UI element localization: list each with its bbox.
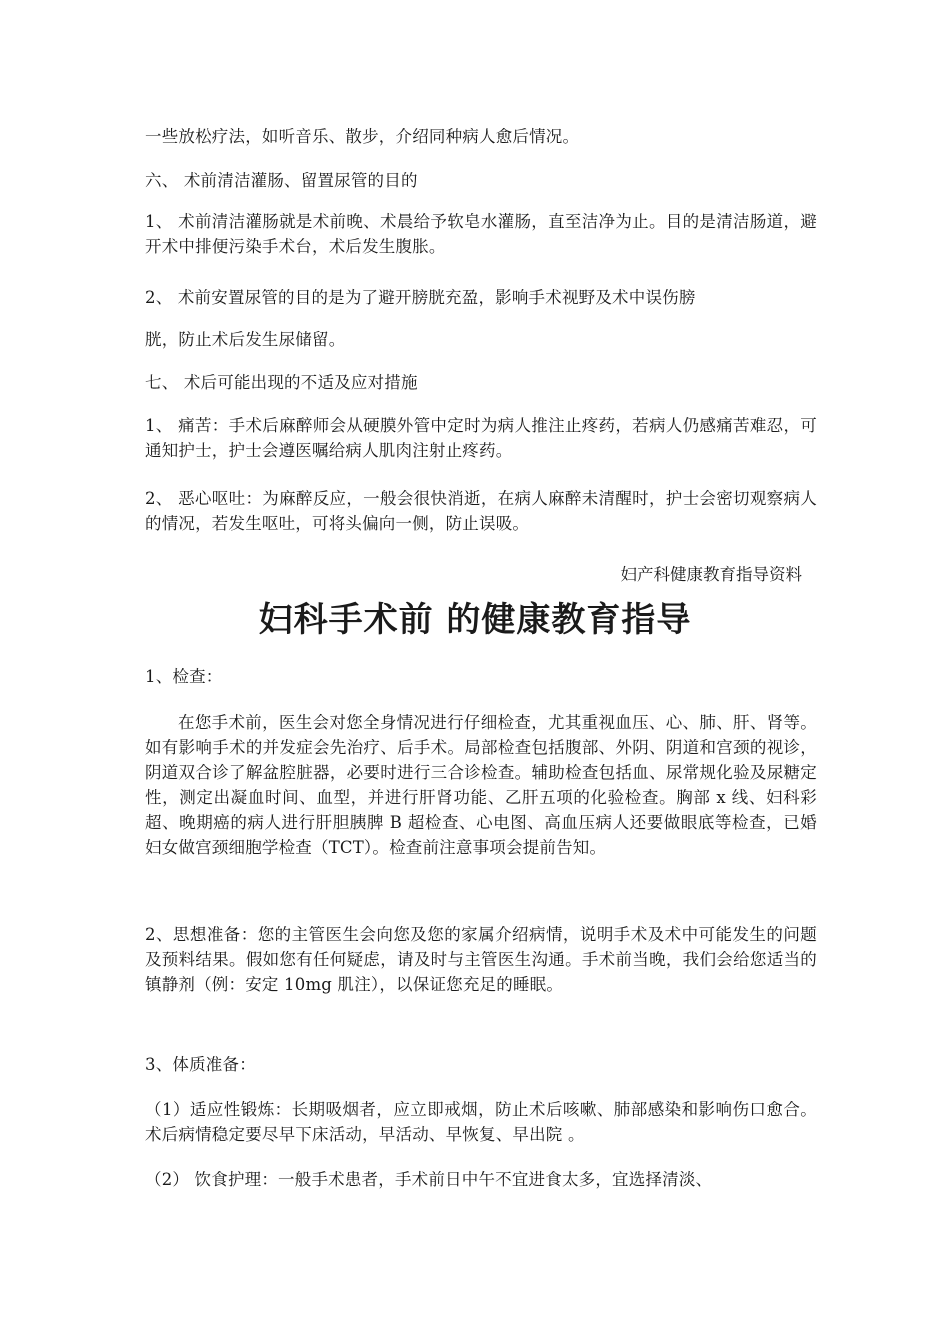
section-heading-7: 七、 术后可能出现的不适及应对措施 xyxy=(145,373,418,392)
department-note: 妇产科健康教育指导资料 xyxy=(620,565,802,584)
section6-item-2-line2: 胱，防止术后发生尿储留。 xyxy=(145,330,346,349)
part1-body: 在您手术前，医生会对您全身情况进行仔细检查，尤其重视血压、心、肺、肝、肾等。如有影响手术的并发症会先治疗、后手术。局部检查包括腹部、外阴、阴道和宫颈的视诊，阴道双合诊了解盆腔脏器，必要时进行三合诊检查。辅助检查包括血、尿常规化验及尿糖定性，测定出凝血时间、血型，并进行肝肾功能、乙肝五项的化验检查。胸部 x 线、妇科彩超、晚期癌的病人进行肝胆胰脾 B 超检查、心电图、高血压病人还要做眼底等检查，已婚妇女做宫颈细胞学检查（TCT）。检查前注意事项会提前告知。 xyxy=(145,713,817,857)
section7-item-2: 2、 恶心呕吐：为麻醉反应，一般会很快消逝，在病人麻醉未清醒时，护士会密切观察病人的情况，若发生呕吐，可将头偏向一侧，防止误吸。 xyxy=(145,489,817,533)
part2-body: 2、思想准备：您的主管医生会向您及您的家属介绍病情，说明手术及术中可能发生的问题及预料结果。假如您有任何疑虑，请及时与主管医生沟通。手术前当晚，我们会给您适当的镇静剂（例：安定 10mg 肌注），以保证您充足的睡眠。 xyxy=(145,925,817,994)
part3-item-1: （1）适应性锻炼：长期吸烟者，应立即戒烟，防止术后咳嗽、肺部感染和影响伤口愈合。术后病情稳定要尽早下床活动，早活动、早恢复、早出院 。 xyxy=(145,1100,817,1144)
section6-item-2-line1: 2、 术前安置尿管的目的是为了避开膀胱充盈，影响手术视野及术中误伤膀 xyxy=(145,288,696,307)
part3-heading: 3、体质准备： xyxy=(145,1055,256,1074)
section6-item-1: 1、 术前清洁灌肠就是术前晚、术晨给予软皂水灌肠，直至洁净为止。目的是清洁肠道，避开术中排便污染手术台，术后发生腹胀。 xyxy=(145,212,817,256)
document-title: 妇科手术前 的健康教育指导 xyxy=(258,600,692,640)
continuation-text: 一些放松疗法，如听音乐、散步，介绍同种病人愈后情况。 xyxy=(145,127,580,146)
section7-item-1: 1、 痛苦：手术后麻醉师会从硬膜外管中定时为病人推注止疼药，若病人仍感痛苦难忍，可通知护士，护士会遵医嘱给病人肌肉注射止疼药。 xyxy=(145,416,817,460)
part1-heading: 1、检查： xyxy=(145,667,223,686)
section-heading-6: 六、 术前清洁灌肠、留置尿管的目的 xyxy=(145,171,418,190)
part3-item-2: （2） 饮食护理：一般手术患者，手术前日中午不宜进食太多，宜选择清淡、 xyxy=(145,1170,713,1189)
